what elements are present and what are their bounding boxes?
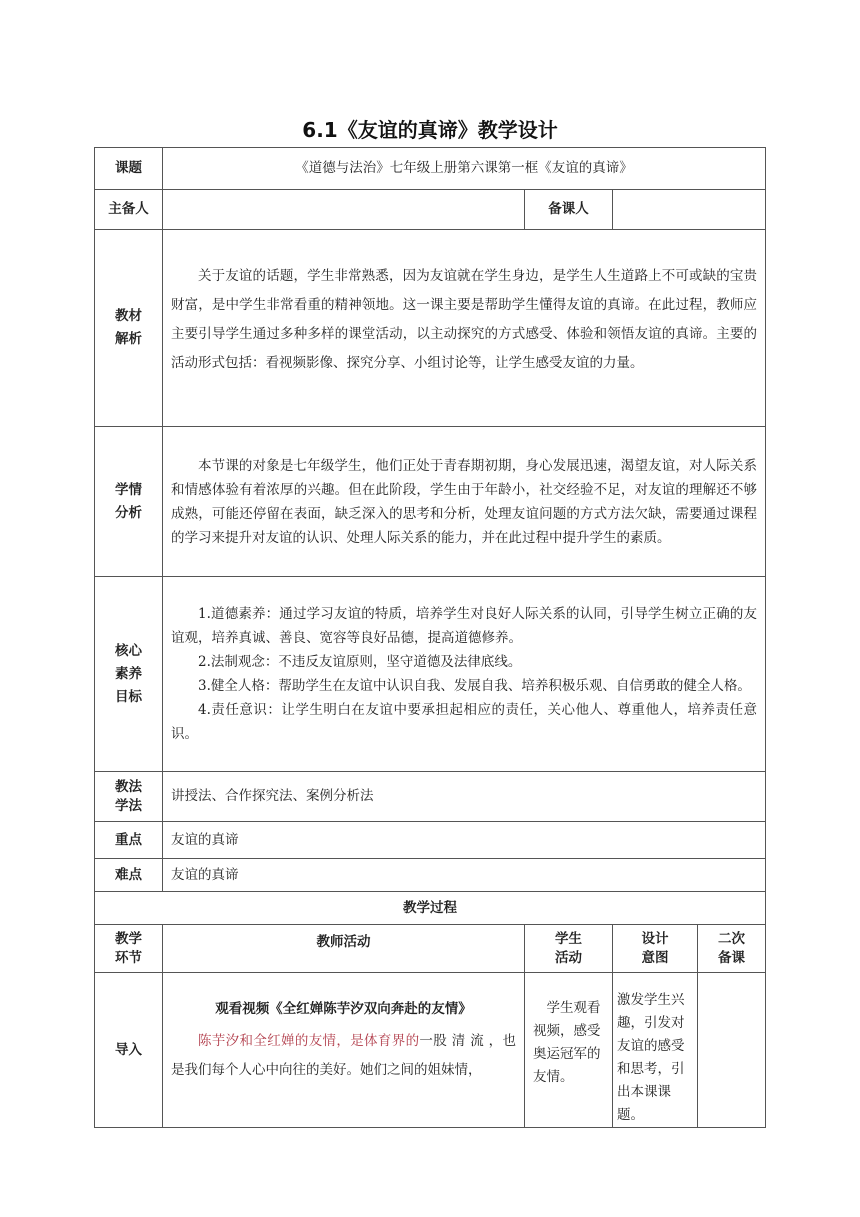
co-preparer-label: 备课人 [525, 190, 613, 230]
students-row [95, 427, 766, 577]
intro-red-text: 陈芋汐和全红婵的友情，是体育界的 [198, 1033, 420, 1049]
preparer-value [163, 190, 525, 230]
design-header-line1: 设计 [641, 930, 669, 947]
stage-header-line1: 教学 [115, 930, 142, 947]
difficulty-label: 难点 [95, 859, 163, 892]
intro-row [95, 973, 766, 1128]
intro-teacher-cell [163, 973, 525, 1128]
preparer-row [95, 190, 766, 230]
intro-teacher-text [171, 1027, 516, 1085]
goals-row [95, 577, 766, 772]
students-label-line2: 分析 [115, 504, 142, 521]
second-prep-column-header [698, 925, 766, 973]
stage-column-header [95, 925, 163, 973]
preparer-label: 主备人 [95, 190, 163, 230]
intro-video-title: 观看视频《全红婵陈芋汐双向奔赴的友情》 [215, 1001, 472, 1017]
difficulty-row [95, 859, 766, 892]
teacher-column-header: 教师活动 [163, 925, 525, 973]
intro-student-activity: 学生观看视频，感受奥运冠军的友情。 [525, 973, 613, 1128]
goals-label-line1: 核心 [115, 642, 142, 659]
goals-cell [163, 577, 766, 772]
topic-label: 课题 [95, 148, 163, 190]
design-column-header [613, 925, 698, 973]
process-columns-row [95, 925, 766, 973]
goals-label-line3: 目标 [115, 688, 142, 705]
goal-item-2: 2.法制观念：不违反友谊原则，坚守道德及法律底线。 [198, 654, 522, 670]
goal-item-4: 4.责任意识：让学生明白在友谊中要承担起相应的责任，关心他人、尊重他人，培养责任意识。 [171, 702, 758, 742]
key-value: 友谊的真谛 [163, 822, 766, 859]
material-label [95, 230, 163, 427]
student-header-line2: 活动 [555, 949, 582, 966]
lesson-plan-table [94, 147, 766, 1128]
material-label-line2: 解析 [115, 331, 142, 347]
material-text: 关于友谊的话题，学生非常熟悉，因为友谊就在学生身边，是学生人生道路上不可或缺的宝贵财富，是中学生非常看重的精神领地。这一课主要是帮助学生懂得友谊的真谛。在此过程，教师应主要引导学生通过多种多样的课堂活动，以主动探究的方式感受、体验和领悟友谊的真谛。主要的活动形式包括：看视频影像、探究分享、小组讨论等，让学生感受友谊的力量。 [171, 268, 758, 371]
intro-stage: 导入 [95, 973, 163, 1128]
students-text: 本节课的对象是七年级学生，他们正处于青春期初期，身心发展迅速，渴望友谊，对人际关系和情感体验有着浓厚的兴趣。但在此阶段，学生由于年龄小，社交经验不足，对友谊的理解还不够成熟，可能还停留在表面，缺乏深入的思考和分析，处理友谊问题的方式方法欠缺，需要通过课程的学习来提升对友谊的认识、处理人际关系的能力，并在此过程中提升学生的素质。 [171, 457, 758, 546]
design-header-line2: 意图 [641, 949, 669, 966]
stage-header-line2: 环节 [115, 949, 142, 966]
material-row [95, 230, 766, 427]
goals-label [95, 577, 163, 772]
key-row [95, 822, 766, 859]
topic-value: 《道德与法治》七年级上册第六课第一框《友谊的真谛》 [163, 148, 766, 190]
students-label-line1: 学情 [115, 481, 142, 498]
second-prep-header-line1: 二次 [718, 930, 746, 947]
method-label-line2: 学法 [115, 797, 142, 814]
topic-row [95, 148, 766, 190]
method-row [95, 772, 766, 822]
method-label-line1: 教法 [115, 778, 142, 795]
method-value: 讲授法、合作探究法、案例分析法 [163, 772, 766, 822]
key-label: 重点 [95, 822, 163, 859]
intro-second-prep [698, 973, 766, 1128]
method-label [95, 772, 163, 822]
material-cell [163, 230, 766, 427]
process-header: 教学过程 [95, 892, 766, 925]
goal-item-1: 1.道德素养：通过学习友谊的特质，培养学生对良好人际关系的认同，引导学生树立正确的友谊观，培养真诚、善良、宽容等良好品德，提高道德修养。 [171, 606, 758, 646]
co-preparer-value [613, 190, 766, 230]
difficulty-value: 友谊的真谛 [163, 859, 766, 892]
student-header-line1: 学生 [555, 930, 582, 947]
material-label-line1: 教材 [115, 308, 142, 324]
goal-item-3: 3.健全人格：帮助学生在友谊中认识自我、发展自我、培养积极乐观、自信勇敢的健全人格。 [198, 678, 751, 694]
intro-text-b: 也是我们每个人心中向往的美好。她们之间的姐妹情， [171, 1033, 517, 1078]
document-title: 6.1《友谊的真谛》教学设计 [302, 118, 558, 142]
student-column-header [525, 925, 613, 973]
students-label [95, 427, 163, 577]
process-header-row [95, 892, 766, 925]
second-prep-header-line2: 备课 [718, 949, 746, 966]
goals-label-line2: 素养 [115, 665, 142, 682]
intro-design-intent: 激发学生兴趣，引发对友谊的感受和思考，引出本课课题。 [613, 973, 698, 1128]
students-cell [163, 427, 766, 577]
intro-text-a: 一股 清 流 ， [419, 1033, 503, 1049]
